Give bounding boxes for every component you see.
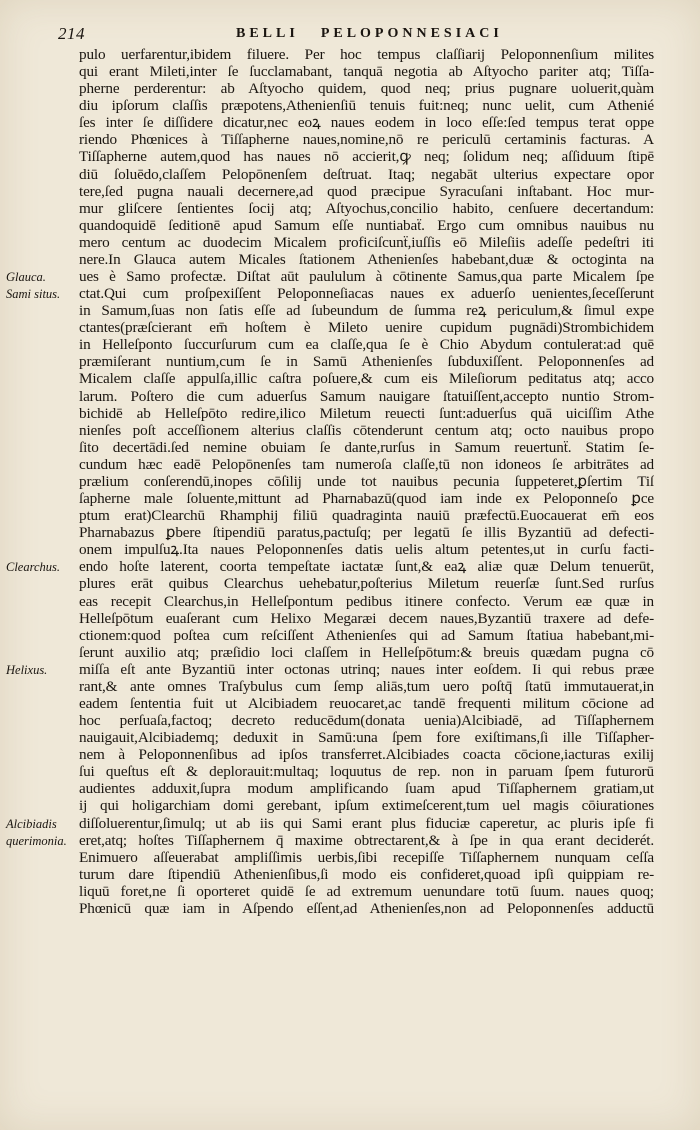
text-line: pulo uerfarentur,ibidem filuere. Per hoc tempus claſſiarij Peloponnenſium milites: [79, 46, 654, 63]
text-line: nere.In Glauca autem Micales ſtationem Athenienſes habebant,duæ & octoginta na: [79, 250, 654, 268]
text-line: ij qui holigarchiam domi gerebant, ipſum extimeſcerent,tum uel magis cōiurationes: [79, 797, 654, 815]
text-line: qui erant Mileti,inter ſe ſucclamabant, tanquā negotia ab Aſtyocho pariter atq; Tiſſa-: [79, 63, 654, 81]
text-line: mero centum ac duodecim Micalem proficiſcunẗ,iuſſis eō Mileſiis adeſſe pedeſtri iti: [79, 233, 654, 251]
text-line: Phœnicū quæ iam in Aſpendo eſſent,ad Athenienſes,non ad Peloponnenſes adductū: [79, 899, 654, 917]
text-line: endo hoſte laterent, coorta tempeſtate iactatæ ſunt,& eaꝝ aliæ quæ Delum tenuerūt,: [79, 558, 654, 576]
text-line: audientes adduxit,ſupra modum amplificando ſuam apud Tiſſaphernem gratiam,ut: [79, 780, 654, 798]
text-line: prælium conſerendū,inopes cōſilij unde tot nauibus pecunia ſuppeteret,ꝑſertim Tiſ: [79, 472, 654, 490]
text-line: ſes inter ſe diſſidere dicatur,nec eoꝝ naues eodem in loco eſſe:ſed tempus terat oppe: [79, 114, 654, 132]
margin-note: Alcibiadis: [6, 816, 57, 831]
text-line: liquū foret,ne ſi oporteret quidē ſe ad extremum uenundare totū ſuum. naues quoq;: [79, 882, 654, 900]
running-title: [236, 26, 503, 42]
page-number: 214: [58, 24, 85, 43]
text-line: plures erāt quibus Clearchus uehebatur,poſterius Miletum reuerſæ ſunt.Sed rurſus: [79, 575, 654, 593]
text-line: turum dare ſtipendiū Athenienſibus,ſi modo eis confideret,quoad ipſi quippiam re-: [79, 865, 654, 883]
margin-note: Helixus.: [6, 662, 48, 677]
text-line: præmiſerant nuntium,cum ſe in Samū Athenienſes ſubduxiſſent. Peloponnenſes ad: [79, 353, 654, 371]
text-line: ſito decertādi.ſed nemine obuiam ſe dante,rurſus in Samum reuertunẗ. Statim ſe-: [79, 438, 654, 456]
running-title-word-2: PELOPONNESIACI: [320, 26, 503, 41]
text-line: onem impulſuꝝ.Ita naues Peloponnenſes datis uelis altum petentes,ut in curſu facti-: [79, 541, 654, 559]
margin-note: Sami situs.: [6, 287, 61, 302]
text-line: mur gliſcere ſentientes ſocij atq; Aſtyochus,concilio habito, cenſuere decertandum:: [79, 199, 654, 217]
text-line: Micalem claſſe appulſa,illic caſtra poſuere,& cum eis Mileſiorum peditatus atq; acco: [79, 370, 654, 388]
margin-note: querimonia.: [6, 833, 67, 848]
text-line: in Helleſponto ſuccurſurum cum ea claſſe,qua ſe è Chio Abydum contulerat:ad quē: [79, 336, 654, 354]
text-line: ctat.Qui cum proſpexiſſent Peloponneſiacas naues ex aduerſo uenientes,ſeceſſerunt: [79, 285, 654, 303]
text-line: Tiſſapherne autem,quod has naues nō accierit,ꝙ neq; ſolidum neq; aſſiduum ſtipē: [79, 148, 654, 166]
text-line: Enimuero aſſeuerabat ampliſſimis uerbis,ſibi recepiſſe Tiſſaphernem nunquam ceſſa: [79, 848, 654, 866]
text-line: ctionem:quod poſtea cum reſciſſent Athenienſes qui ad Samum ſtatiua habebant,mi-: [79, 626, 654, 644]
text-line: nem à Peloponnenſibus ad ipſos transferret.Alcibiades coacta cōcione,iacturas exilij: [79, 746, 654, 764]
text-line: larum. Poſtero die cum aduerſus Samum nauigare ſtatuiſſent,accepto nuntio Strom-: [79, 387, 654, 405]
text-line: diu ipſorum claſſis præpotens,Athenienſiū tenuis fuit:neq; nunc uelit, cum Athenié: [79, 97, 654, 115]
running-title-word-1: BELLI: [236, 26, 299, 41]
text-line: Helleſpōtum euaſerant cum Helixo Megaræi decem naues,Byzantiū traxere ad defe-: [79, 609, 654, 627]
text-line: diſſoluerentur,ſimulq; ut ab iis qui Sami erant plus fiduciæ caperetur, ac pluris ipſe fi: [79, 814, 654, 832]
text-line: ptum erat)Clearchū Rhamphij filiū quadraginta nauiū præfectū.Euocauerat em̄ eos: [79, 507, 654, 525]
text-line: miſſa eſt ante Byzantiū inter octonas utrinq; naues inter eoſdem. Ii qui rebus præe: [79, 660, 654, 678]
text-line: nienſes poſt acceſſionem alterius claſſis cōtenderunt centum atq; octo nauibus propo: [79, 421, 654, 439]
text-line: eas recepit Clearchus,in Helleſpontum pedibus itinere confecto. Verum eæ quæ in: [79, 592, 654, 610]
text-line: ctantes(præſcierant em̄ hoſtem è Mileto uenire cupidum pugnādi)Strombichidem: [79, 319, 654, 337]
body-text: [79, 46, 654, 917]
text-line: in Samum,ſuas non ſatis eſſe ad ſubeundum de ſumma reꝝ periculum,& ſimul expe: [79, 302, 654, 320]
text-line: ſapherne male ſoluente,mittunt ad Pharnabazū(quod iam inde ex Peloponneſo ꝑce: [79, 490, 654, 508]
text-line: tere,ſed pugna nauali decernere,ad quod præcipue Syracuſani inſtabant. Hoc mur-: [79, 182, 654, 200]
text-line: ues è Samo profectæ. Diſtat aūt paululum à cōtinente Samus,qua parte Micalem ſpe: [79, 268, 654, 286]
text-line: bichidē ab Helleſpōto redire,ilico Miletum reuecti ſunt:aduerſus quā uiciſſim Athe: [79, 404, 654, 422]
text-line: ſerunt auxilio atq; præſidio loci claſſem in Helleſpōtum:& breuis quædam pugna cō: [79, 643, 654, 661]
margin-note: Clearchus.: [6, 560, 61, 575]
text-line: pherne perderentur: ab Aſtyocho quidem, quod neq; prius pugnare uoluerit,quàm: [79, 80, 654, 98]
text-line: riendo Phœnices à Tiſſapherne naues,nomine,nō re periculū certaminis facturas. A: [79, 131, 654, 149]
text-line: diū ſoluēdo,claſſem Pelopōnenſem deſtruat. Itaq; negabāt ulterius expectare opor: [79, 165, 654, 183]
text-line: quandoquidē ſeditionē apud Samum eſſe nuntiabaẗ. Ergo cum omnibus nauibus nu: [79, 216, 654, 234]
text-line: nauigauit,Alcibiademq; deduxit in Samū:una ſpem fore exiſtimans,ſi ille Tiſſapher-: [79, 729, 654, 747]
text-line: eadem ſententia fuit ut Alcibiadem reuocaret,ac tandē frequenti militum cōcione ad: [79, 694, 654, 712]
text-line: cundum hæc eadē Pelopōnenſes tam numeroſa claſſe,tū non idoneos ſe arbitrātes ad: [79, 455, 654, 473]
text-line: hoc perſuaſa,factoq; decreto reducēdum(donata uenia)Alcibiadē, ad Tiſſaphernem: [79, 712, 654, 730]
text-line: ſui queſtus eſt & deplorauit:multaq; loquutus de rep. non in paruam ſpem futurorū: [79, 763, 654, 781]
margin-note: Glauca.: [6, 270, 46, 285]
text-line: rant,& ante omnes Traſybulus cum ſemp aliās,tum uero poſtq̄ ſtatū immutauerat,in: [79, 677, 654, 695]
text-line: Pharnabazus ꝑbere ſtipendiū paratus,pactuſq; per legatū ſe illis Byzantiū ad defecti-: [79, 524, 654, 542]
text-line: eret,atq; hoſtes Tiſſaphernem q̄ maxime obtrectarent,& à ſpe in qua erant deciderét.: [79, 831, 654, 849]
